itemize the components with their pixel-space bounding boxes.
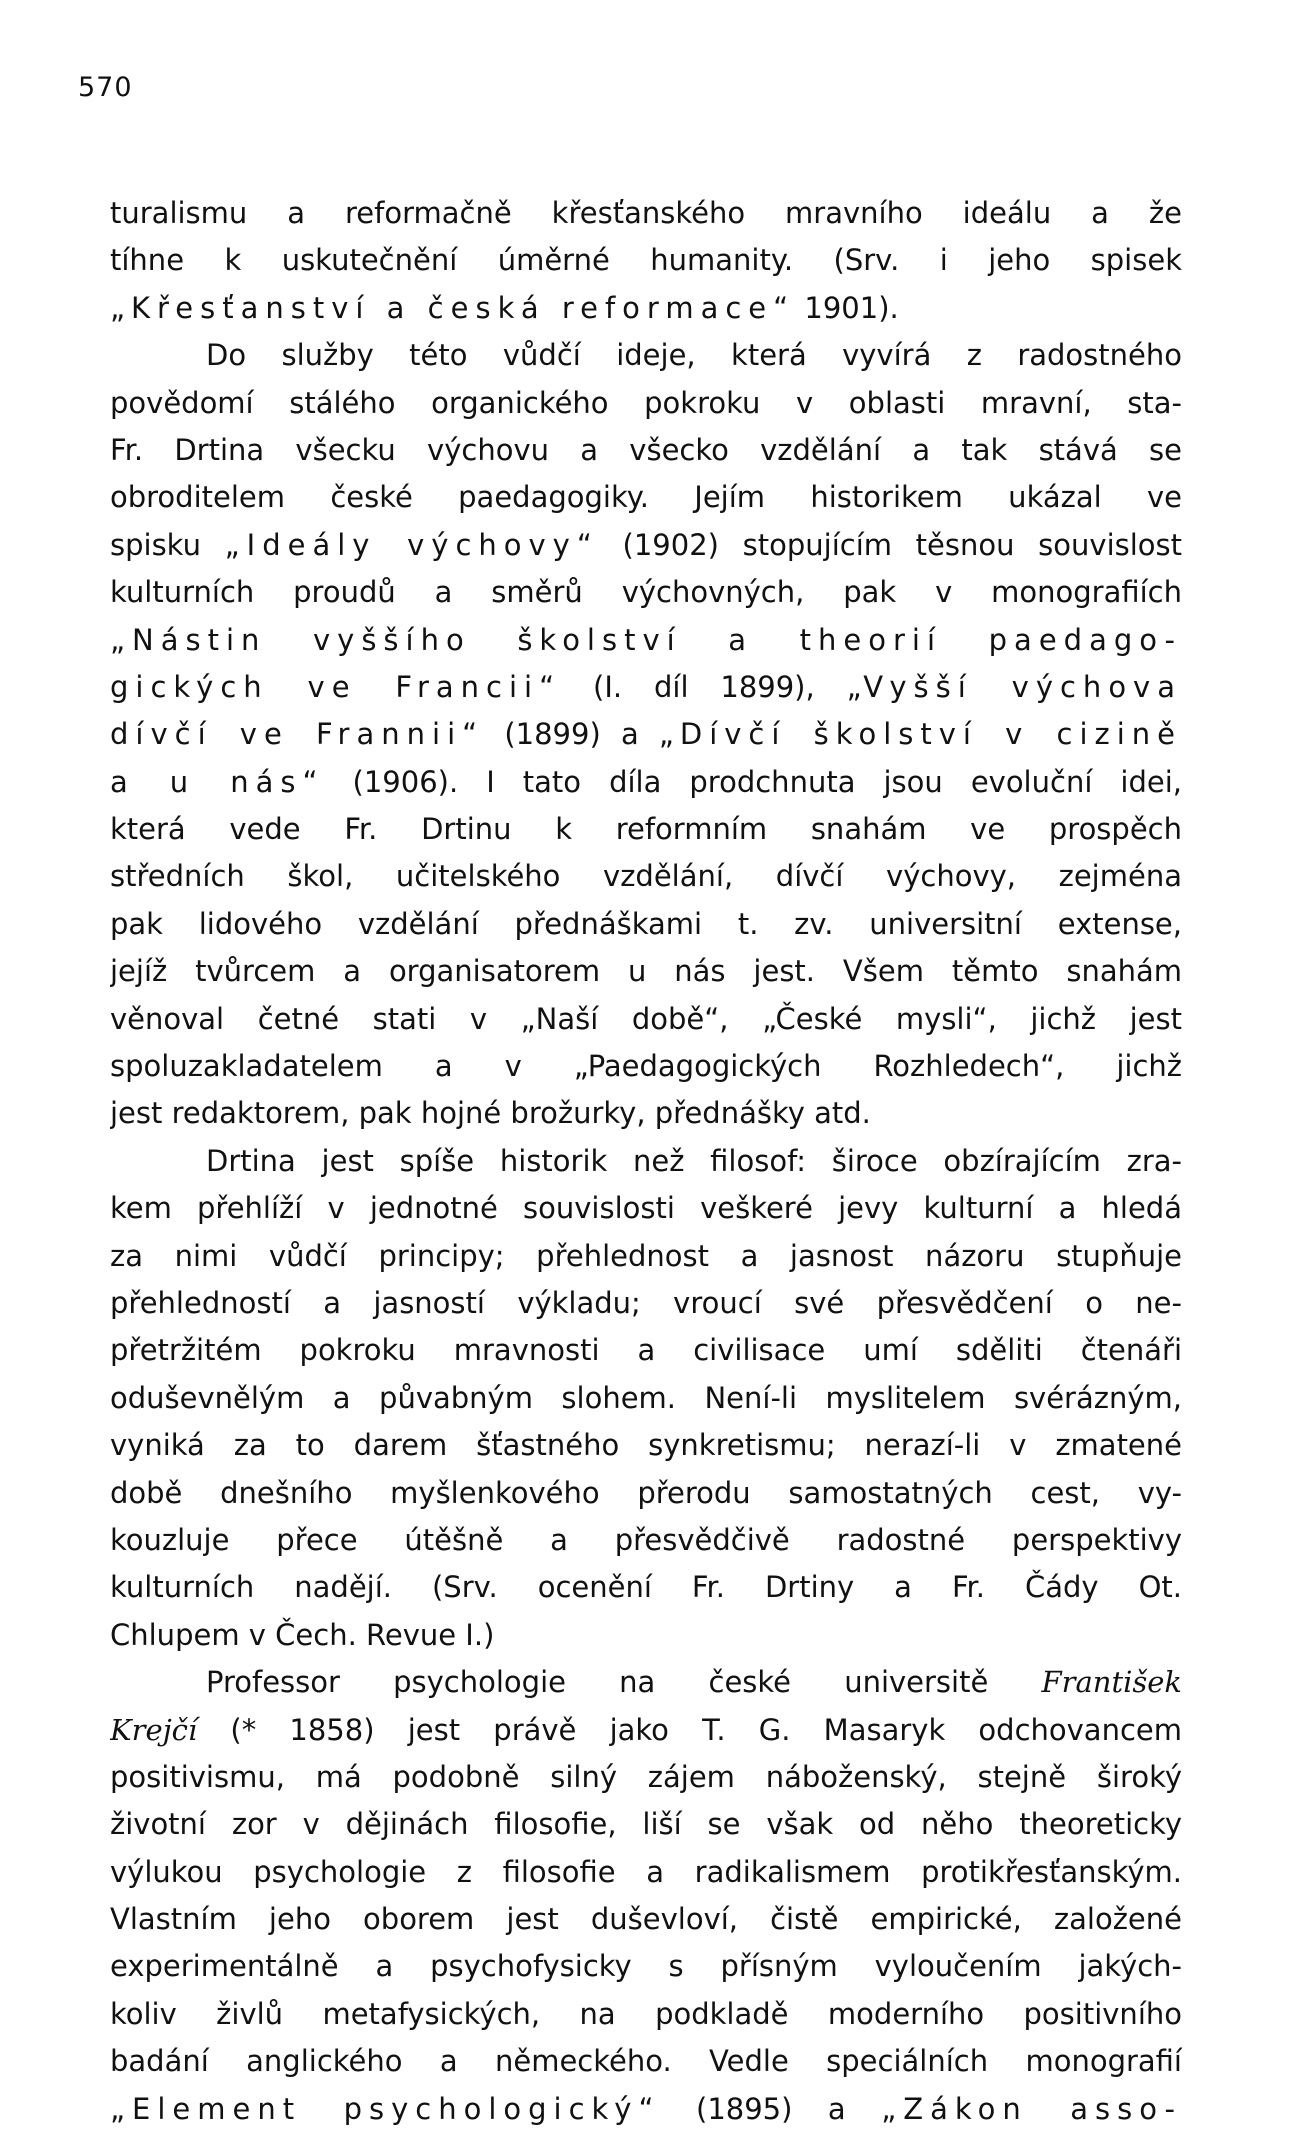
text-line: výlukou psychologie z filosofie a radikalismem protikřesťanským. — [110, 1854, 1182, 1889]
text-line: která vede Fr. Drtinu k reformním snahám ve prospěch — [110, 812, 1182, 847]
spaced-title-text: dívčí ve Frannii“ — [110, 717, 485, 752]
text-line: experimentálně a psychofysicky s přísným vyloučením jakých- — [110, 1949, 1182, 1984]
text-line: badání anglického a německého. Vedle speciálních monografií — [110, 2044, 1182, 2079]
spaced-title-text: „Zákon asso- — [881, 2091, 1182, 2126]
text-line: kulturních proudů a směrů výchovných, pak v monografiích — [110, 575, 1182, 610]
text-line — [110, 711, 1182, 758]
text-line: přehledností a jasností výkladu; vroucí své přesvědčení o ne- — [110, 1285, 1182, 1320]
spaced-title-text: a u nás“ — [110, 764, 325, 799]
page-number: 570 — [78, 72, 133, 103]
text-line: kem přehlíží v jednotné souvislosti veškeré jevy kulturní a hledá — [110, 1191, 1182, 1226]
spaced-title-text: „Dívčí školství v cizině — [658, 717, 1182, 752]
text-line: jest redaktorem, pak hojné brožurky, přednášky atd. — [110, 1096, 871, 1131]
italic-name-text: František — [1041, 1665, 1182, 1700]
spaced-title-text: „Nástin vyššího školství a theorií paedago- — [110, 622, 1182, 657]
text-line — [110, 1659, 1182, 1706]
text-line: vyniká za to darem šťastného synkretismu; nerazí-li v zmatené — [110, 1428, 1182, 1463]
text-line — [110, 2086, 1182, 2133]
text-line — [110, 522, 1182, 569]
text-line — [110, 664, 1182, 711]
text-line: přetržitém pokroku mravnosti a civilisace umí sděliti čtenáři — [110, 1333, 1182, 1368]
line-text: 1901). — [795, 290, 899, 325]
text-line — [110, 759, 1182, 806]
text-line: turalismu a reformačně křesťanského mravního ideálu a že — [110, 196, 1182, 230]
line-text: (* 1858) jest právě jako T. G. Masaryk odchovancem — [197, 1712, 1182, 1747]
line-text: (I. díl 1899), — [561, 669, 847, 704]
spaced-title-text: „Křesťanství a česká reformace“ — [110, 290, 796, 325]
text-line: oduševnělým a půvabným slohem. Není-li myslitelem svérázným, — [110, 1380, 1182, 1415]
text-line: Drtina jest spíše historik než filosof: široce obzírajícím zra- — [206, 1143, 1182, 1178]
text-line: spoluzakladatelem a v „Paedagogických Rozhledech“, jichž — [110, 1049, 1182, 1084]
spaced-title-text: „Ideály výchovy“ — [224, 527, 599, 562]
spaced-title-text: „Vyšší výchova — [846, 669, 1182, 704]
line-text: (1902) stopujícím těsnou souvislost — [598, 527, 1182, 562]
text-line: kouzluje přece útěšně a přesvědčivě radostné perspektivy — [110, 1522, 1182, 1557]
text-line: Vlastním jeho oborem jest duševloví, čistě empirické, založené — [110, 1902, 1182, 1937]
text-line: pak lidového vzdělání přednáškami t. zv. universitní extense, — [110, 906, 1182, 941]
text-line: tíhne k uskutečnění úměrné humanity. (Srv. i jeho spisek — [110, 243, 1182, 278]
text-line: jejíž tvůrcem a organisatorem u nás jest. Všem těmto snahám — [110, 954, 1182, 989]
body-text — [110, 190, 1182, 2133]
spaced-title-text: „Element psychologický“ — [110, 2091, 661, 2126]
text-line: Chlupem v Čech. Revue I.) — [110, 1617, 495, 1652]
line-text: Professor psychologie na české universitě — [206, 1665, 1042, 1700]
italic-name-text: Krejčí — [110, 1712, 198, 1747]
text-line: Do služby této vůdčí ideje, která vyvírá z radostného — [206, 338, 1182, 373]
text-line: době dnešního myšlenkového přerodu samostatných cest, vy- — [110, 1475, 1182, 1510]
text-line: za nimi vůdčí principy; přehlednost a jasnost názoru stupňuje — [110, 1238, 1182, 1273]
text-line: povědomí stálého organického pokroku v oblasti mravní, sta- — [110, 385, 1182, 420]
text-line: koliv živlů metafysických, na podkladě moderního positivního — [110, 1996, 1182, 2031]
text-line: životní zor v dějinách filosofie, liší se však od něho theoreticky — [110, 1807, 1182, 1842]
text-line: středních škol, učitelského vzdělání, dívčí výchovy, zejména — [110, 859, 1182, 894]
line-text: (1899) a — [484, 717, 659, 752]
text-line — [110, 617, 1182, 664]
line-text: (1895) a — [660, 2091, 882, 2126]
text-line — [110, 1707, 1182, 1754]
text-line: obroditelem české paedagogiky. Jejím historikem ukázal ve — [110, 480, 1182, 515]
text-line: kulturních nadějí. (Srv. ocenění Fr. Drtiny a Fr. Čády Ot. — [110, 1570, 1182, 1605]
line-text: spisku — [110, 527, 225, 562]
spaced-title-text: gických ve Francii“ — [110, 669, 562, 704]
text-line: Fr. Drtina všecku výchovu a všecko vzdělání a tak stává se — [110, 432, 1182, 467]
text-line: positivismu, má podobně silný zájem náboženský, stejně široký — [110, 1759, 1182, 1794]
text-line — [110, 285, 1182, 332]
text-line: věnoval četné stati v „Naší době“, „České mysli“, jichž jest — [110, 1001, 1182, 1036]
line-text: (1906). I tato díla prodchnuta jsou evoluční idei, — [324, 764, 1182, 799]
